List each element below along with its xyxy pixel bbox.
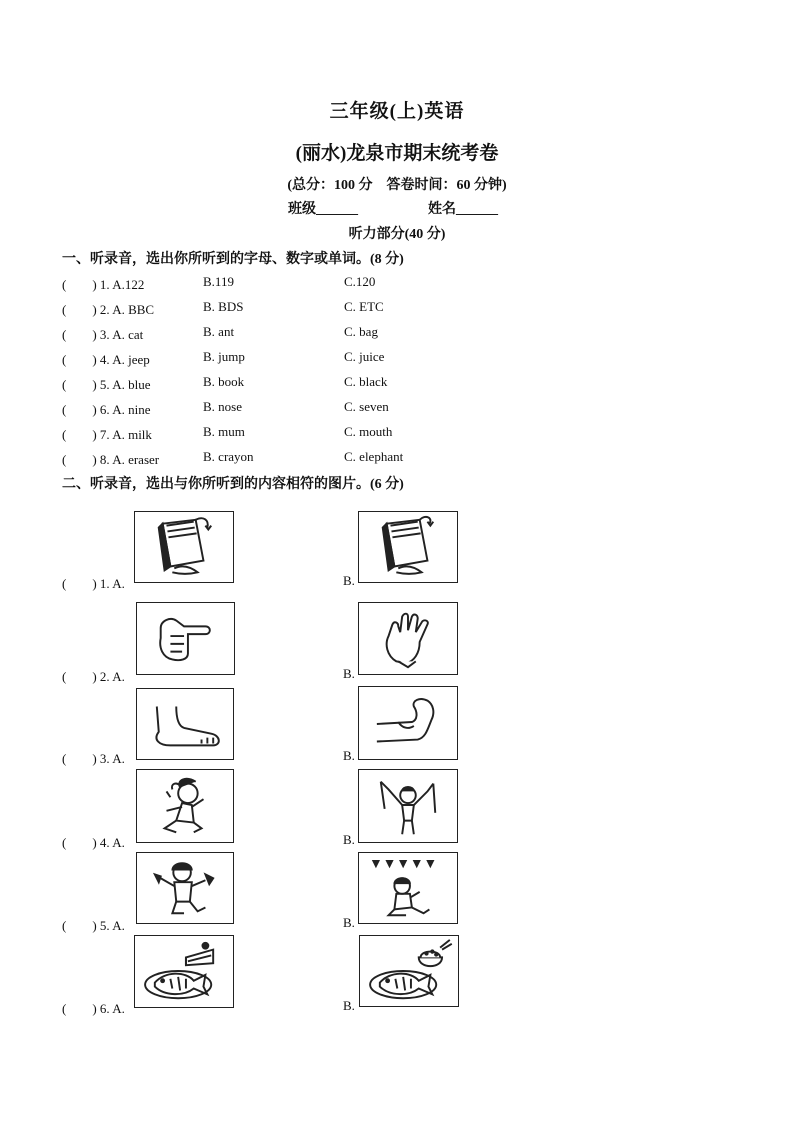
picture-question-label: ( ) 4. A.: [62, 835, 125, 850]
question-option-a: ( ) 3. A. cat: [62, 327, 144, 342]
class-field[interactable]: 班级______: [288, 202, 358, 217]
question-option-c: C. juice: [344, 349, 385, 364]
picture-question-label: ( ) 5. A.: [62, 918, 125, 933]
question-option-c: C. seven: [344, 399, 389, 414]
option-b-label: B.: [343, 748, 355, 763]
option-b-label: B.: [343, 832, 355, 847]
question-row: [62, 349, 762, 367]
question-option-c: C. ETC: [344, 299, 384, 314]
question-row: [62, 299, 762, 317]
picture-question-label: ( ) 6. A.: [62, 1001, 125, 1016]
child-touching-head-icon: [136, 769, 234, 843]
question-option-c: C.120: [344, 274, 376, 289]
question-option-b: B. nose: [203, 399, 242, 414]
question-option-a: ( ) 2. A. BBC: [62, 302, 155, 317]
question-option-a: ( ) 7. A. milk: [62, 427, 152, 442]
boy-sitting-icon: [358, 852, 458, 924]
option-b-label: B.: [343, 666, 355, 681]
section1-heading: 一、听录音，选出你所听到的字母、数字或单词。(8 分): [62, 252, 404, 267]
pointing-hand-icon: [136, 602, 235, 675]
question-row: [62, 374, 762, 392]
page-title: 三年级(上)英语: [329, 101, 465, 122]
question-option-b: B. BDS: [203, 299, 244, 314]
boy-playing-icon: [136, 852, 234, 924]
open-book-icon: [134, 511, 234, 583]
question-row: [62, 449, 762, 467]
picture-question-label: ( ) 3. A.: [62, 751, 125, 766]
page-subtitle: (丽水)龙泉市期末统考卷: [295, 143, 499, 164]
question-option-b: B. crayon: [203, 449, 254, 464]
question-option-b: B. book: [203, 374, 245, 389]
name-field[interactable]: 姓名______: [428, 202, 498, 217]
question-option-c: C. mouth: [344, 424, 393, 439]
question-option-b: B. mum: [203, 424, 245, 439]
listening-part-heading: 听力部分(40 分): [348, 227, 446, 242]
question-option-c: C. bag: [344, 324, 378, 339]
fish-cake-icon: [134, 935, 234, 1008]
fish-rice-icon: [359, 935, 459, 1007]
foot-icon: [136, 688, 234, 760]
question-option-b: B.119: [203, 274, 234, 289]
arm-icon: [358, 686, 458, 760]
picture-question-label: ( ) 2. A.: [62, 669, 125, 684]
question-row: [62, 274, 762, 292]
question-option-b: B. jump: [203, 349, 245, 364]
question-option-a: ( ) 5. A. blue: [62, 377, 151, 392]
child-waving-arms-icon: [358, 769, 458, 843]
option-b-label: B.: [343, 998, 355, 1013]
question-row: [62, 424, 762, 442]
question-option-a: ( ) 1. A.122: [62, 277, 145, 292]
question-row: [62, 399, 762, 417]
question-row: [62, 324, 762, 342]
question-option-a: ( ) 4. A. jeep: [62, 352, 150, 367]
exam-info: (总分：100 分 答卷时间：60 分钟): [287, 178, 507, 193]
question-option-c: C. black: [344, 374, 388, 389]
question-option-a: ( ) 6. A. nine: [62, 402, 151, 417]
section2-heading: 二、听录音，选出与你所听到的内容相符的图片。(6 分): [62, 477, 404, 492]
open-book-icon: [358, 511, 458, 583]
picture-question-label: ( ) 1. A.: [62, 576, 125, 591]
question-option-a: ( ) 8. A. eraser: [62, 452, 160, 467]
question-option-b: B. ant: [203, 324, 235, 339]
open-hand-icon: [358, 602, 458, 675]
option-b-label: B.: [343, 915, 355, 930]
question-option-c: C. elephant: [344, 449, 404, 464]
option-b-label: B.: [343, 573, 355, 588]
